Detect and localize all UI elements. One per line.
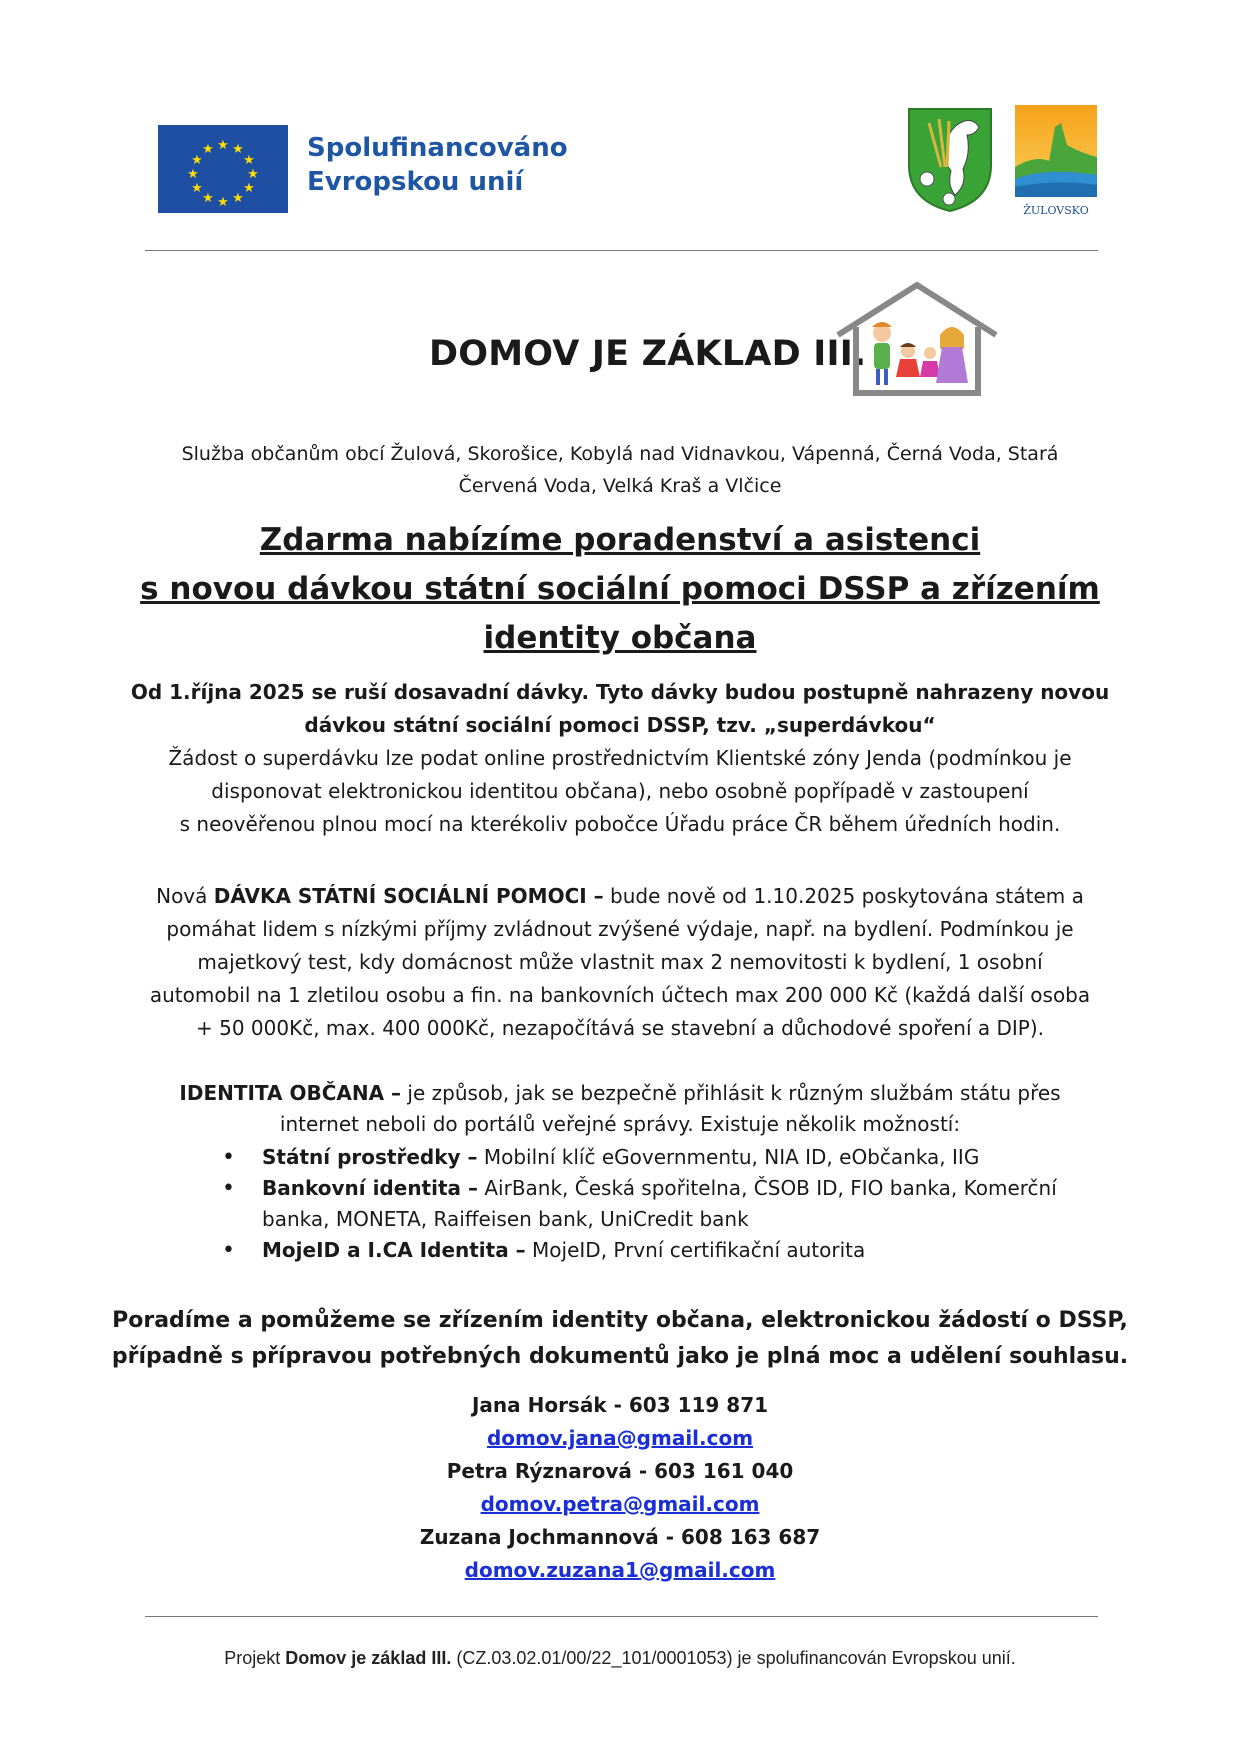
list-item <box>222 1173 1082 1235</box>
call-line1: Poradíme a pomůžeme se zřízením identity občana, elektronickou žádostí o DSSP, <box>112 1308 1128 1333</box>
option-title: MojeID a I.CA Identita – <box>262 1238 526 1262</box>
identita-line1 <box>80 1078 1160 1109</box>
intro-line5: s neověřenou plnou mocí na kterékoliv pobočce Úřadu práce ČR během úředních hodin. <box>179 812 1061 836</box>
email-link-petra[interactable]: domov.petra@gmail.com <box>480 1492 760 1516</box>
footer-prefix: Projekt <box>224 1648 286 1668</box>
intro-bold-line2: dávkou státní sociální pomoci DSSP, tzv. „superdávkou“ <box>304 713 936 737</box>
service-area-line1: Služba občanům obcí Žulová, Skorošice, Kobylá nad Vidnavkou, Vápenná, Černá Voda, Stará <box>181 443 1059 465</box>
eu-logo <box>158 125 288 213</box>
svg-text:★: ★ <box>247 167 259 182</box>
list-item <box>222 1142 1082 1173</box>
option-text: MojeID, První certifikační autorita <box>525 1238 866 1262</box>
footer-note <box>80 1648 1160 1669</box>
davka-prefix: Nová <box>156 884 214 908</box>
service-area-line2: Červená Voda, Velká Kraš a Vlčice <box>458 475 782 497</box>
footer-rest: (CZ.03.02.01/00/22_101/0001053) je spolufinancován Evropskou unií. <box>451 1648 1016 1668</box>
house-family-illustration <box>828 279 1006 399</box>
call-line2: případně s přípravou potřebných dokumentů jako je plná moc a udělení souhlasu. <box>111 1344 1129 1369</box>
svg-text:★: ★ <box>243 153 255 168</box>
davka-line1-rest: bude nově od 1.10.2025 poskytována státem a <box>603 884 1084 908</box>
eu-cofinanced-line1: Spolufinancováno <box>307 133 568 163</box>
footer-project-name: Domov je základ III. <box>285 1648 452 1668</box>
coat-of-arms-icon <box>905 105 995 215</box>
header-rule <box>145 250 1098 251</box>
davka-line3: majetkový test, kdy domácnost může vlastnit max 2 nemovitosti k bydlení, 1 osobní <box>197 950 1043 974</box>
email-link-zuzana[interactable]: domov.zuzana1@gmail.com <box>464 1558 776 1582</box>
option-text: AirBank, Česká spořitelna, ČSOB ID, FIO banka, Komerční banka, MONETA, Raiffeisen bank, UniCredit bank <box>262 1176 1057 1231</box>
davka-line2: pomáhat lidem s nízkými příjmy zvládnout zvýšené výdaje, např. na bydlení. Podmínkou je <box>166 917 1074 941</box>
option-title: Bankovní identita – <box>262 1176 478 1200</box>
contacts-block <box>120 1389 1120 1587</box>
svg-text:★: ★ <box>232 142 244 157</box>
svg-text:★: ★ <box>202 142 214 157</box>
identita-line1-rest: je způsob, jak se bezpečně přihlásit k různým službám státu přes <box>401 1081 1061 1105</box>
zulovsko-label: ŽULOVSKO <box>1023 204 1089 217</box>
identity-options-list <box>222 1142 1082 1266</box>
svg-text:★: ★ <box>217 195 229 210</box>
headline-line1: Zdarma nabízíme poradenství a asistenci <box>259 522 981 558</box>
list-item <box>222 1235 1082 1266</box>
option-text: Mobilní klíč eGovernmentu, NIA ID, eObčanka, IIG <box>477 1145 980 1169</box>
identita-line2: internet neboli do portálů veřejné správy. Existuje několik možností: <box>279 1112 961 1136</box>
svg-text:★: ★ <box>191 181 203 196</box>
email-link-jana[interactable]: domov.jana@gmail.com <box>486 1426 754 1450</box>
svg-text:★: ★ <box>191 153 203 168</box>
intro-bold-line1: Od 1.října 2025 se ruší dosavadní dávky. Tyto dávky budou postupně nahrazeny novou <box>130 680 1110 704</box>
svg-text:★: ★ <box>243 181 255 196</box>
intro-line3: Žádost o superdávku lze podat online prostřednictvím Klientské zóny Jenda (podmínkou je <box>168 746 1072 770</box>
house-family-icon <box>828 279 1006 399</box>
eu-cofinanced-line2: Evropskou unií <box>307 167 524 197</box>
contact-name-petra: Petra Rýznarová - 603 161 040 <box>446 1459 794 1483</box>
footer-rule <box>145 1616 1098 1617</box>
contact-name-jana: Jana Horsák - 603 119 871 <box>471 1393 769 1417</box>
headline-line2: s novou dávkou státní sociální pomoci DSSP a zřízením <box>140 571 1100 607</box>
svg-text:★: ★ <box>232 191 244 206</box>
davka-line1 <box>80 880 1160 913</box>
page-title: DOMOV JE ZÁKLAD III. <box>429 334 867 374</box>
identita-bold: IDENTITA OBČANA – <box>179 1081 402 1105</box>
zulova-crest <box>905 105 995 215</box>
davka-line4: automobil na 1 zletilou osobu a fin. na bankovních účtech max 200 000 Kč (každá další osoba <box>149 983 1091 1007</box>
davka-line5: + 50 000Kč, max. 400 000Kč, nezapočítává se stavební a důchodové spoření a DIP). <box>195 1016 1045 1040</box>
zulovsko-logo <box>1015 105 1097 217</box>
contact-name-zuzana: Zuzana Jochmannová - 608 163 687 <box>419 1525 821 1549</box>
eu-flag-icon <box>158 125 288 213</box>
svg-text:★: ★ <box>217 138 229 153</box>
svg-text:★: ★ <box>202 191 214 206</box>
davka-bold: DÁVKA STÁTNÍ SOCIÁLNÍ POMOCI – <box>213 884 604 908</box>
intro-line4: disponovat elektronickou identitou občana), nebo osobně popřípadě v zastoupení <box>211 779 1029 803</box>
headline-line3: identity občana <box>483 620 757 656</box>
landscape-icon <box>1015 105 1097 197</box>
svg-text:★: ★ <box>187 167 199 182</box>
option-title: Státní prostředky – <box>262 1145 478 1169</box>
